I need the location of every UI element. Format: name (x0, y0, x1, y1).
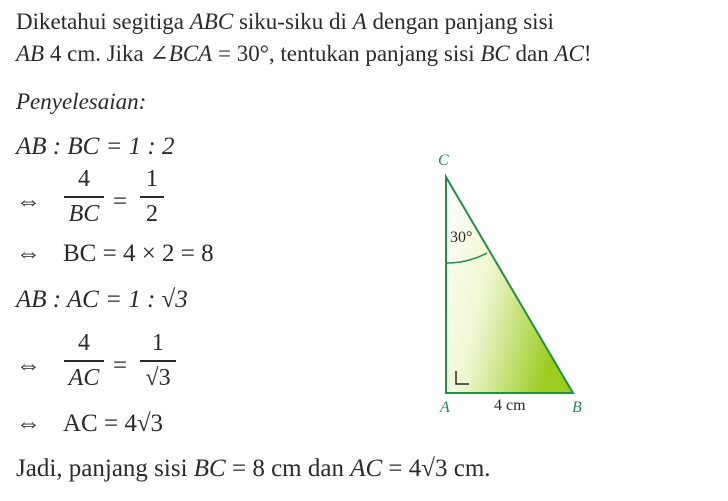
fraction-4-over-bc (64, 166, 104, 228)
denominator: √3 (145, 365, 171, 391)
vertex-label-b: B (572, 399, 582, 416)
fraction-1-over-root3 (140, 330, 176, 392)
problem-text: 4 cm. Jika ∠ (44, 41, 169, 66)
step-ac-result: AC = 4√3 (63, 410, 164, 437)
angle-label: 30° (450, 229, 473, 246)
fraction-bar (140, 196, 164, 198)
fraction-1-over-2 (140, 166, 164, 228)
conclusion-side-ac: AC (350, 455, 383, 482)
denominator: AC (68, 365, 100, 391)
numerator: 4 (78, 166, 90, 192)
step-ratio-ab-bc: AB : BC = 1 : 2 (16, 133, 175, 160)
denominator: BC (68, 201, 100, 227)
side-ab-label: 4 cm (494, 397, 526, 414)
problem-text: dengan panjang sisi (366, 9, 554, 34)
equals-sign: = (113, 188, 128, 215)
conclusion-side-bc: BC (193, 455, 226, 482)
problem-text: dan (509, 41, 555, 66)
solution-heading: Penyelesaian: (16, 89, 147, 114)
equals-sign: = (113, 352, 128, 379)
vertex-label-a: A (440, 399, 450, 416)
problem-text: = 30°, tentukan panjang sisi (212, 41, 481, 66)
problem-text: siku-siku di (233, 9, 353, 34)
equivalence-arrow: ⇔ (16, 240, 41, 267)
problem-text: ! (583, 41, 592, 66)
problem-line-2 (16, 42, 592, 66)
equivalence-arrow: ⇔ (16, 410, 41, 437)
problem-vertex: A (352, 9, 367, 34)
numerator: 1 (152, 330, 164, 356)
problem-text: Diketahui segitiga (16, 9, 190, 34)
triangle-shape (446, 177, 573, 393)
fraction-4-over-ac (64, 330, 104, 392)
problem-line-1 (16, 10, 554, 34)
conclusion-text: Jadi, panjang sisi (16, 455, 194, 482)
step-bc-result: BC = 4 × 2 = 8 (63, 240, 214, 267)
problem-side-bc: BC (480, 41, 510, 66)
conclusion (16, 455, 491, 483)
step-ratio-ab-ac: AB : AC = 1 : √3 (16, 286, 188, 313)
fraction-bar (140, 360, 176, 362)
fraction-bar (64, 196, 104, 198)
numerator: 4 (78, 330, 90, 356)
conclusion-text: = 4√3 cm. (382, 455, 491, 482)
problem-side-ab: AB (16, 41, 45, 66)
vertex-label-c: C (438, 152, 449, 169)
equivalence-arrow: ⇔ (16, 188, 41, 215)
triangle-diagram (420, 145, 600, 425)
problem-triangle-name: ABC (189, 9, 234, 34)
conclusion-text: = 8 cm dan (225, 455, 351, 482)
problem-side-ac: AC (554, 41, 584, 66)
denominator: 2 (146, 201, 158, 227)
numerator: 1 (146, 166, 158, 192)
equivalence-arrow: ⇔ (16, 352, 41, 379)
fraction-bar (64, 360, 104, 362)
problem-angle-name: BCA (168, 41, 213, 66)
